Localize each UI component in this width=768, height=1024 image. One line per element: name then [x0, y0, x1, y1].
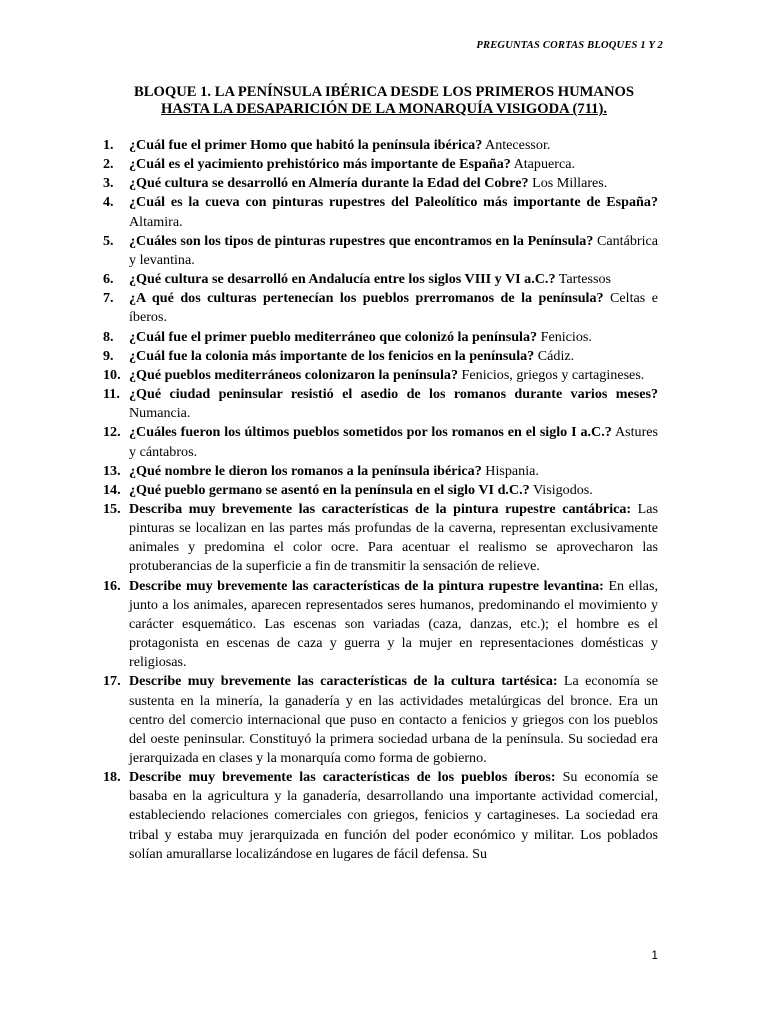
question-number: 10.: [103, 366, 121, 383]
question-number: 9.: [103, 347, 114, 364]
question-text: ¿Cuál fue el primer pueblo mediterráneo que colonizó la península?: [129, 328, 538, 345]
question-item: [103, 672, 658, 768]
question-text: Describe muy brevemente las características de los pueblos íberos:: [129, 769, 556, 786]
question-item: [103, 423, 658, 461]
question-number: 5.: [103, 232, 114, 249]
answer-text: Hispania.: [485, 462, 539, 479]
question-item: [103, 289, 658, 327]
question-text: ¿Cuál fue la colonia más importante de los fenicios en la península?: [129, 347, 535, 364]
question-number: 18.: [103, 769, 121, 786]
question-text: ¿Qué pueblos mediterráneos colonizaron la península?: [129, 366, 459, 383]
question-number: 17.: [103, 673, 121, 690]
question-number: 2.: [103, 156, 114, 173]
question-number: 1.: [103, 137, 114, 153]
question-item: [103, 577, 658, 673]
question-text: Describe muy brevemente las características de la pintura rupestre levantina:: [129, 577, 604, 594]
section-title-line-2: HASTA LA DESAPARICIÓN DE LA MONARQUÍA VISIGODA (711).: [161, 101, 607, 117]
question-text: ¿Cuáles fueron los últimos pueblos sometidos por los romanos en el siglo I a.C.?: [129, 424, 612, 441]
question-item: [103, 481, 658, 500]
question-text: ¿Cuál es el yacimiento prehistórico más importante de España?: [129, 156, 511, 173]
answer-text: Tartessos: [558, 271, 612, 288]
question-item: [103, 155, 658, 174]
answer-text: Fenicios, griegos y cartagineses.: [461, 366, 645, 383]
question-text: ¿Qué cultura se desarrolló en Andalucía entre los siglos VIII y VI a.C.?: [129, 271, 556, 288]
answer-text: Antecessor.: [485, 137, 551, 153]
question-text: ¿Qué ciudad peninsular resistió el asedio de los romanos durante varios meses?: [129, 386, 658, 403]
question-text: ¿Cuál es la cueva con pinturas rupestres del Paleolítico más importante de España?: [129, 194, 658, 211]
answer-text: Atapuerca.: [513, 156, 576, 173]
question-number: 3.: [103, 175, 114, 192]
question-number: 14.: [103, 481, 121, 498]
answer-text: En ellas, junto a los animales, aparecen representados seres humanos, predominando el movimiento y carácter esquemático. Las escenas son variadas (caza, danzas, etc.); el hombre es el protagonista en escenas de caza y guerra y la mujer en representaciones domésticas y religiosas.: [129, 577, 659, 671]
section-title: [105, 84, 663, 118]
answer-text: Fenicios.: [540, 328, 592, 345]
question-item: [103, 347, 658, 366]
question-text: ¿Qué nombre le dieron los romanos a la península ibérica?: [129, 462, 482, 479]
question-number: 11.: [103, 386, 120, 403]
question-item: [103, 136, 658, 155]
question-item: [103, 500, 658, 577]
question-item: [103, 385, 658, 423]
answer-text: Los Millares.: [532, 175, 608, 192]
question-item: [103, 193, 658, 231]
question-text: ¿Cuáles son los tipos de pinturas rupestres que encontramos en la Península?: [129, 232, 594, 249]
question-number: 4.: [103, 194, 114, 211]
question-item: [103, 328, 658, 347]
answer-text: Numancia.: [129, 405, 191, 422]
question-text: ¿Qué cultura se desarrolló en Almería durante la Edad del Cobre?: [129, 175, 529, 192]
answer-text: Altamira.: [129, 213, 183, 230]
question-item: [103, 768, 658, 864]
question-text: ¿A qué dos culturas pertenecían los pueblos prerromanos de la península?: [129, 290, 604, 307]
question-item: [103, 366, 658, 385]
answer-text: Astures y cántabros.: [129, 424, 658, 460]
answer-text: Cantábrica y levantina.: [129, 232, 658, 268]
answer-text: La economía se sustenta en la minería, la ganadería y en las actividades metalúrgicas del bronce. Era un centro del comercio internacional que puso en contacto a fenicios y griegos con los pueblos del oeste peninsular. Constituyó la primera sociedad urbana de la península. Su sociedad era jerarquizada en clases y la monarquía como forma de gobierno.: [129, 673, 659, 766]
question-list: [103, 136, 658, 864]
section-title-line-1: BLOQUE 1. LA PENÍNSULA IBÉRICA DESDE LOS PRIMEROS HUMANOS: [134, 84, 634, 100]
question-number: 8.: [103, 328, 114, 345]
answer-text: Celtas e íberos.: [129, 290, 658, 326]
question-text: ¿Cuál fue el primer Homo que habitó la península ibérica?: [129, 137, 483, 153]
answer-text: Su economía se basaba en la agricultura y la ganadería, desarrollando una importante actividad comercial, estableciendo relaciones comerciales con griegos, fenicios y cartagineses. La sociedad era tribal y estaba muy jerarquizada en función del poder económico y militar. Los poblados solían amurallarse localizándose en lugares de fácil defensa. Su: [129, 769, 659, 862]
question-text: Describe muy brevemente las características de la cultura tartésica:: [129, 673, 558, 690]
question-number: 15.: [103, 500, 121, 517]
question-item: [103, 232, 658, 270]
page-number: 1: [651, 948, 658, 962]
question-item: [103, 174, 658, 193]
answer-text: Cádiz.: [537, 347, 575, 364]
answer-text: Las pinturas se localizan en las partes más profundas de la caverna, representan exclusivamente animales y predomina el color ocre. Para acentuar el realismo se aprovecharon las protuberancias de la superficie a fin de transmitir la sensación de relieve.: [129, 500, 658, 575]
question-text: ¿Qué pueblo germano se asentó en la península en el siglo VI d.C.?: [129, 481, 530, 498]
running-header: PREGUNTAS CORTAS BLOQUES 1 Y 2: [476, 40, 663, 51]
question-item: [103, 462, 658, 481]
question-item: [103, 270, 658, 289]
question-number: 6.: [103, 271, 114, 288]
question-text: Describa muy brevemente las características de la pintura rupestre cantábrica:: [129, 500, 632, 517]
question-number: 13.: [103, 462, 121, 479]
question-number: 16.: [103, 577, 121, 594]
answer-text: Visigodos.: [532, 481, 593, 498]
question-number: 7.: [103, 290, 114, 307]
question-number: 12.: [103, 424, 121, 441]
